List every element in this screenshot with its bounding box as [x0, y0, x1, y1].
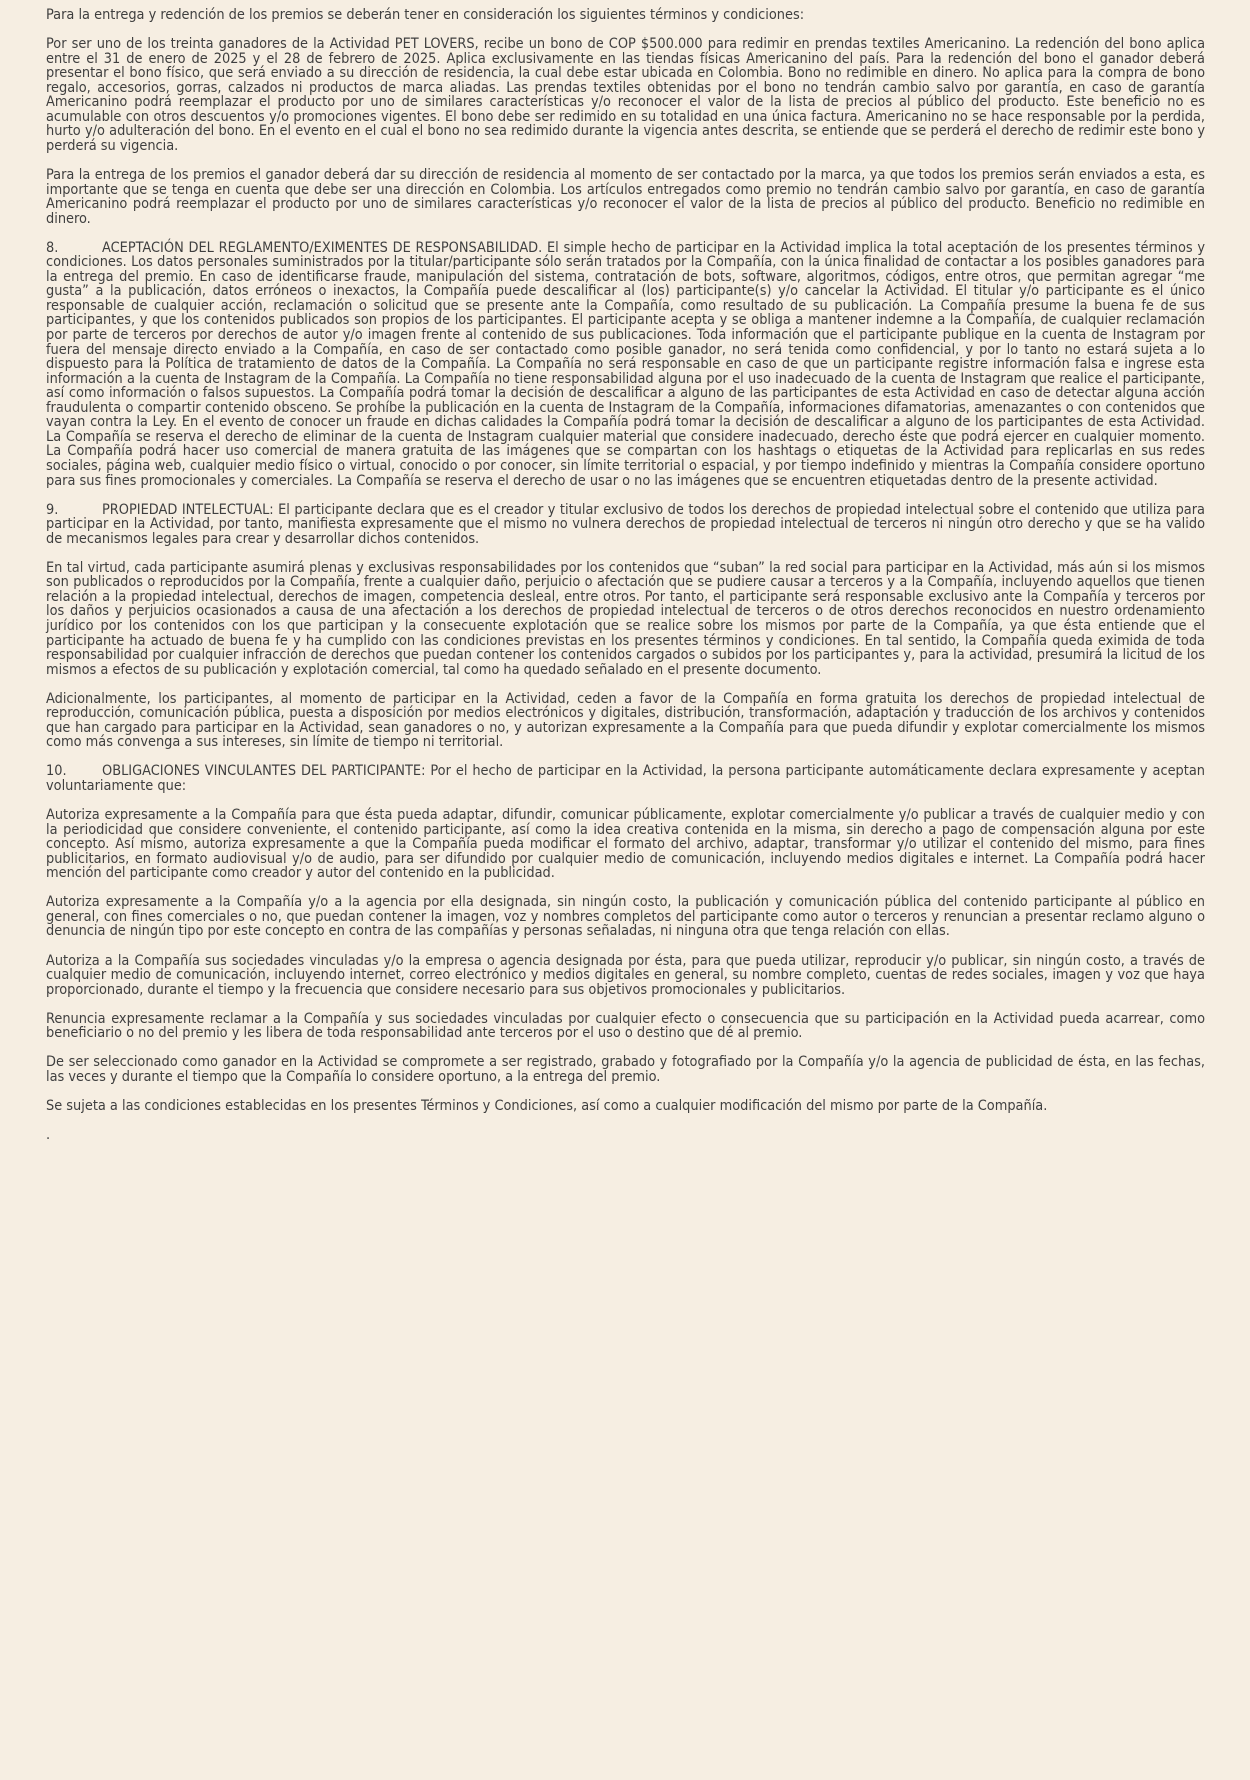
section-10-paragraph — [46, 764, 1205, 793]
registro-ganador-paragraph — [46, 1055, 1205, 1084]
paragraph-text: En tal virtud, cada participante asumirá plenas y exclusivas responsabilidades por los contenidos que “suban” la red social para participar en la Actividad, más aún si los mismos son publicados o reproducidos por la Compañía, frente a cualquier daño, perjuicio o afectación que se pudiere causar a terceros y a la Compañía, incluyendo aquellos que tienen relación a la propiedad intelectual, derechos de imagen, competencia desleal, entre otros. Por tanto, el participante será responsable exclusivo ante la Compañía y terceros por los daños y perjuicios ocasionados a causa de una afectación a los derechos de propiedad intelectual de terceros o de otros derechos reconocidos en nuestro ordenamiento jurídico por los contenidos con los que participan y la consecuente explotación que se realice sobre los mismos por parte de la Compañía, ya que ésta entiende que el participante ha actuado de buena fe y ha cumplido con las condiciones previstas en los presentes términos y condiciones. En tal sentido, la Compañía queda eximida de toda responsabilidad por cualquier infracción de derechos que puedan contener los contenidos cargados o subidos por los participantes y, para la actividad, presumirá la licitud de los mismos a efectos de su publicación y explotación comercial, tal como ha quedado señalado en el presente documento. — [46, 559, 1205, 678]
paragraph-text: ACEPTACIÓN DEL REGLAMENTO/EXIMENTES DE RESPONSABILIDAD. El simple hecho de participar en la Actividad implica la total aceptación de los presentes términos y condiciones. Los datos personales suministrados por la titular/participante sólo serán tratados por la Compañía, con la única finalidad de contactar a los posibles ganadores para la entrega del premio. En caso de identificarse fraude, manipulación del sistema, contratación de bots, software, algoritmos, códigos, entre otros, que permitan agregar “me gusta” a la publicación, datos erróneos o inexactos, la Compañía puede descalificar al (los) participante(s) y/o cancelar la Actividad. El titular y/o participante es el único responsable de cualquier acción, reclamación o solicitud que se presente ante la Compañía, como resultado de su publicación. La Compañía presume la buena fe de sus participantes, y que los contenidos publicados son propios de los participantes. El participante acepta y se obliga a mantener indemne a la Compañía, de cualquier reclamación por parte de terceros por derechos de autor y/o imagen frente al contenido de sus publicaciones. Toda información que el participante publique en la cuenta de Instagram por fuera del mensaje directo enviado a la Compañía, en caso de ser contactado como posible ganador, no será tenida como confidencial, y por lo tanto no estará sujeta a lo dispuesto para la Política de tratamiento de datos de la Compañía. La Compañía no será responsable en caso de que un participante registre información falsa e ingrese esta información a la cuenta de Instagram de la Compañía. La Compañía no tiene responsabilidad alguna por el uso inadecuado de la cuenta de Instagram que realice el participante, así como información o falsos supuestos. La Compañía podrá tomar la decisión de descalificar a alguno de las participantes de esta Actividad en caso de detectar alguna acción fraudulenta o compartir contenido obsceno. Se prohíbe la publicación en la cuenta de Instagram de la Compañía, informaciones difamatorias, amenazantes o con contenidos que vayan contra la Ley. En el evento de conocer un fraude en dichas calidades la Compañía podrá tomar la decisión de descalificar a alguno de los participantes de esta Actividad. La Compañía se reserva el derecho de eliminar de la cuenta de Instagram cualquier material que considere inadecuado, derecho éste que podrá ejercer en cualquier momento. La Compañía podrá hacer uso comercial de manera gratuita de las imágenes que se compartan con los hashtags o etiquetas de la Actividad para replicarlas en sus redes sociales, página web, cualquier medio físico o virtual, conocido o por conocer, sin límite territorial o espacial, y por tiempo indefinido y mientras la Compañía considere oportuno para sus fines promocionales y comerciales. La Compañía se reserva el derecho de usar o no las imágenes que se encuentren etiquetadas dentro de la presente actividad. — [46, 239, 1205, 489]
paragraph-text: Autoriza expresamente a la Compañía y/o a la agencia por ella designada, sin ningún costo, la publicación y comunicación pública del contenido participante al público en general, con fines comerciales o no, que puedan contener la imagen, voz y nombres completos del participante como autor o terceros y renuncian a presentar reclamo alguno o denuncia de ningún tipo por este concepto en contra de las compañías y personas señaladas, ni ninguna otra que tenga relación con ellas. — [46, 894, 1205, 940]
paragraph-text: Se sujeta a las condiciones establecidas en los presentes Términos y Condiciones, así como a cualquier modificación del mismo por parte de la Compañía. — [46, 1098, 1048, 1115]
condiciones-paragraph — [46, 1099, 1205, 1114]
section-number: 10. — [46, 763, 67, 780]
responsabilidad-paragraph — [46, 561, 1205, 677]
trailing-dot — [46, 1128, 1205, 1143]
autorizacion-adaptar-paragraph — [46, 808, 1205, 881]
renuncia-paragraph — [46, 1012, 1205, 1041]
paragraph-text: De ser seleccionado como ganador en la Actividad se compromete a ser registrado, grabado y fotografiado por la Compañía y/o la agencia de publicidad de ésta, en las fechas, las veces y durante el tiempo que la Compañía lo considere oportuno, a la entrega del premio. — [46, 1054, 1205, 1085]
bono-paragraph — [46, 37, 1205, 153]
paragraph-text: OBLIGACIONES VINCULANTES DEL PARTICIPANTE: Por el hecho de participar en la Actividad, la persona participante automáticamente declara expresamente y aceptan voluntariamente que: — [46, 763, 1205, 794]
section-8-paragraph — [46, 241, 1205, 488]
entrega-paragraph — [46, 168, 1205, 226]
paragraph-text: Autoriza a la Compañía sus sociedades vinculadas y/o la empresa o agencia designada por ésta, para que pueda utilizar, reproducir y/o publicar, sin ningún costo, a través de cualquier medio de comunicación, incluyendo internet, correo electrónico y medios digitales en general, su nombre completo, cuentas de redes sociales, imagen y voz que haya proporcionado, durante el tiempo y la frecuencia que considere necesario para sus objetivos promocionales y publicitarios. — [46, 952, 1205, 998]
paragraph-text: PROPIEDAD INTELECTUAL: El participante declara que es el creador y titular exclusivo de todos los derechos de propiedad intelectual sobre el contenido que utiliza para participar en la Actividad, por tanto, manifiesta expresamente que el mismo no vulnera derechos de propiedad intelectual de terceros ni ningún otro derecho y que se ha valido de mecanismos legales para crear y desarrollar dichos contenidos. — [46, 501, 1205, 547]
paragraph-text: Para la entrega y redención de los premios se deberán tener en consideración los siguientes términos y condiciones: — [46, 7, 805, 23]
paragraph-text: Autoriza expresamente a la Compañía para que ésta pueda adaptar, difundir, comunicar públicamente, explotar comercialmente y/o publicar a través de cualquier medio y con la periodicidad que considere conveniente, el contenido participante, así como la idea creativa contenida en la misma, sin derecho a pago de compensación alguna por este concepto. Así mismo, autoriza expresamente a que la Compañía pueda modificar el formato del archivo, adaptar, transformar y/o utilizar el contenido del mismo, para fines publicitarios, en formato audiovisual y/o de audio, para ser difundido por cualquier medio de comunicación, incluyendo medios digitales e internet. La Compañía podrá hacer mención del participante como creador y autor del contenido en la publicidad. — [46, 807, 1205, 882]
section-9-paragraph — [46, 503, 1205, 547]
autorizacion-uso-paragraph — [46, 954, 1205, 998]
paragraph-text: Renuncia expresamente reclamar a la Compañía y sus sociedades vinculadas por cualquier efecto o consecuencia que su participación en la Actividad pueda acarrear, como beneficiario o no del premio y les libera de toda responsabilidad ante terceros por el uso o destino que dé al premio. — [46, 1010, 1205, 1042]
intro-paragraph — [46, 8, 1205, 23]
cesion-derechos-paragraph — [46, 692, 1205, 750]
paragraph-text: . — [46, 1127, 51, 1144]
paragraph-text: Adicionalmente, los participantes, al momento de participar en la Actividad, ceden a favor de la Compañía en forma gratuita los derechos de propiedad intelectual de reproducción, comunicación pública, puesta a disposición por medios electrónicos y digitales, distribución, transformación, adaptación y traducción de los archivos y contenidos que han cargado para participar en la Actividad, sean ganadores o no, y autorizan expresamente a la Compañía para que pueda difundir y explotar comercialmente los mismos como más convenga a sus intereses, sin límite de tiempo ni territorial. — [46, 690, 1205, 751]
autorizacion-publicacion-paragraph — [46, 895, 1205, 939]
paragraph-text: Para la entrega de los premios el ganador deberá dar su dirección de residencia al momento de ser contactado por la marca, ya que todos los premios serán enviados a esta, es importante que se tenga en cuenta que debe ser una dirección en Colombia. Los artículos entregados como premio no tendrán cambio salvo por garantía, en caso de garantía Americanino podrá reemplazar el producto por uno de similares características y/o reconocer el valor de la lista de precios al público del producto. Beneficio no redimible en dinero. — [46, 167, 1205, 227]
section-number: 9. — [46, 501, 59, 518]
paragraph-text: Por ser uno de los treinta ganadores de la Actividad PET LOVERS, recibe un bono de COP $500.000 para redimir en prendas textiles Americanino. La redención del bono aplica entre el 31 de enero de 2025 y el 28 de febrero de 2025. Aplica exclusivamente en las tiendas físicas Americanino del país. Para la redención del bono el ganador deberá presentar el bono físico, que será enviado a su dirección de residencia, la cual debe estar ubicada en Colombia. Bono no redimible en dinero. No aplica para la compra de bono regalo, accesorios, gorras, calzados ni productos de marca aliadas. Las prendas textiles obtenidas por el bono no tendrán cambio salvo por garantía, en caso de garantía Americanino podrá reemplazar el producto por uno de similares características y/o reconocer el valor de la lista de precios al público del producto. Este beneficio no es acumulable con otros descuentos y/o promociones vigentes. El bono debe ser redimido en su totalidad en una única factura. Americanino no se hace responsable por la perdida, hurto y/o adulteración del bono. En el evento en el cual el bono no sea redimido durante la vigencia antes descrita, se entiende que se perderá el derecho de redimir este bono y perderá su vigencia. — [46, 36, 1205, 154]
section-number: 8. — [46, 239, 59, 256]
